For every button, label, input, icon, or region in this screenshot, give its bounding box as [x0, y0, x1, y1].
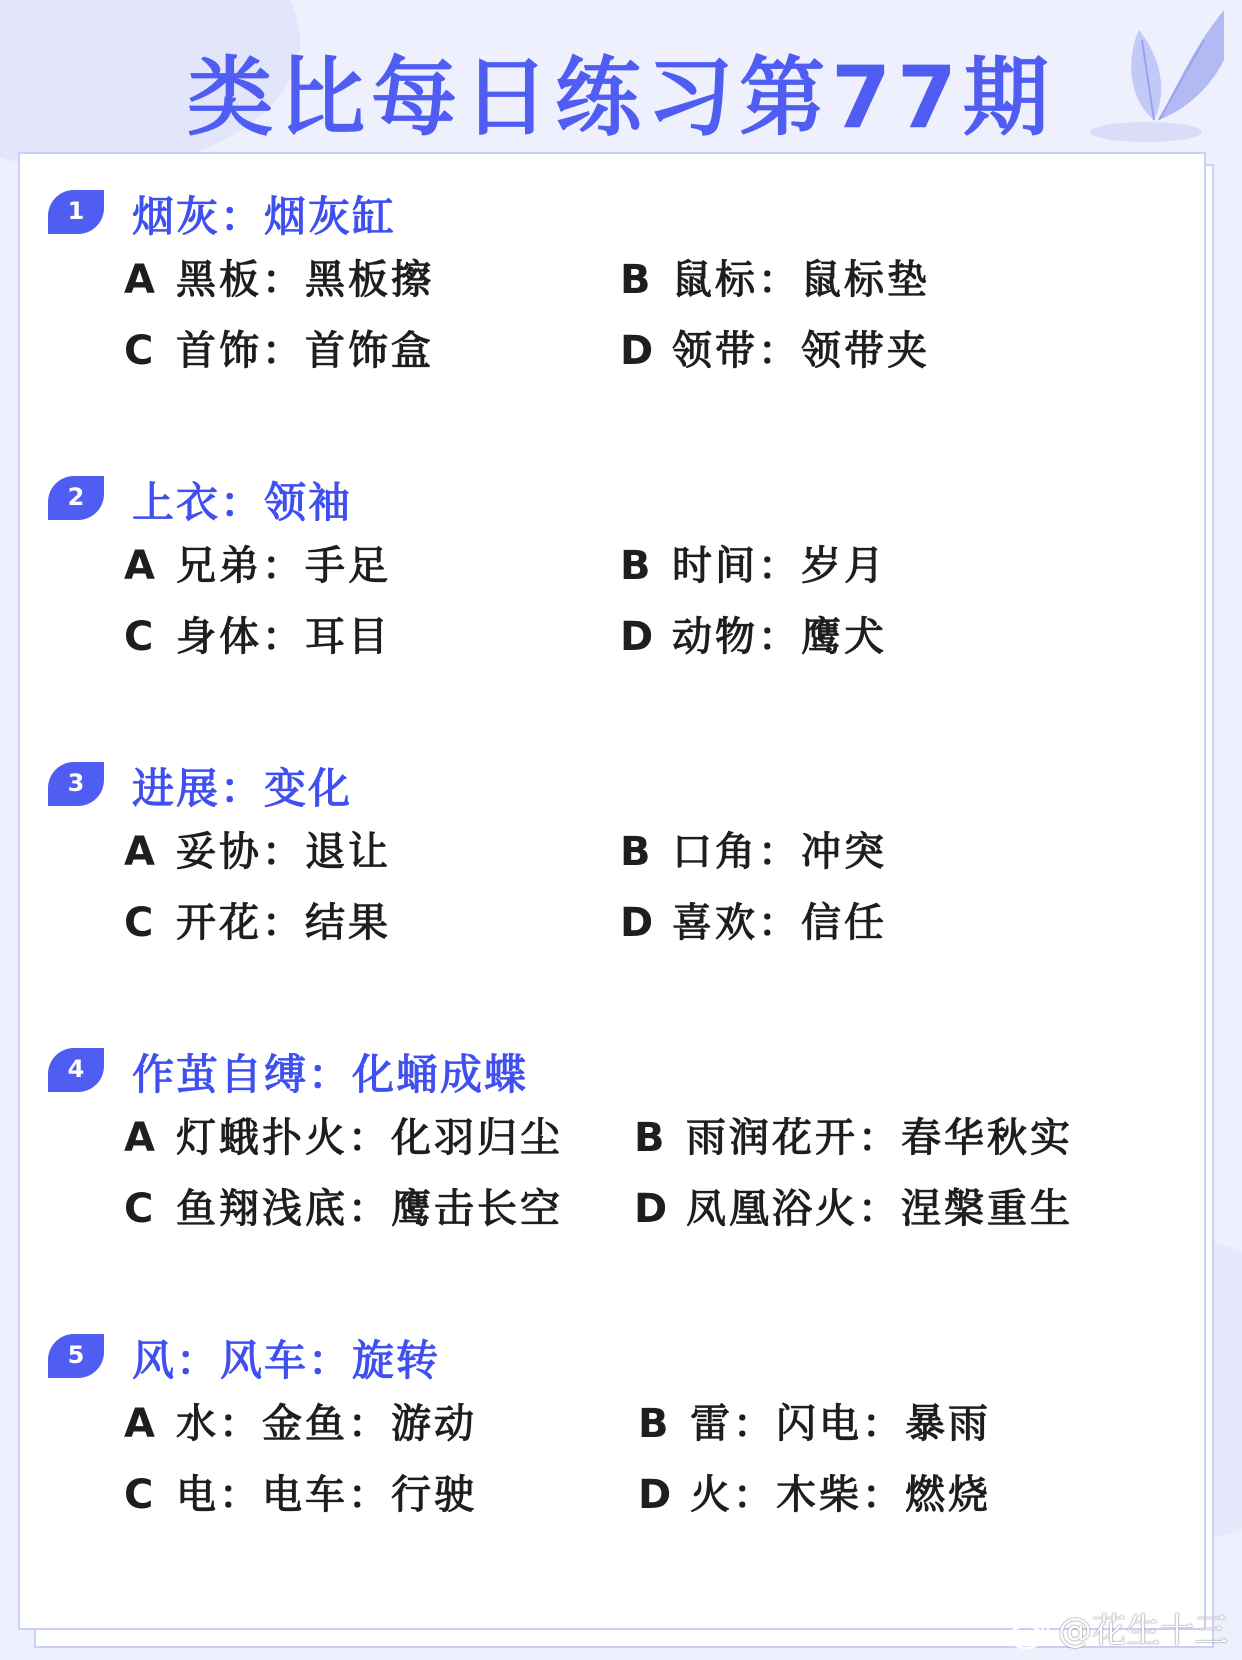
question-number-badge: 3 [48, 762, 104, 806]
leaf-decoration-icon [1084, 0, 1224, 150]
option-d: D 喜欢：信任 [620, 900, 887, 946]
option-a: A 灯蛾扑火：化羽归尘 [124, 1115, 563, 1161]
watermark [1008, 1603, 1228, 1652]
question-stem: 烟灰：烟灰缸 [132, 192, 397, 241]
question-card [18, 152, 1206, 1630]
option-a: A 妥协：退让 [124, 829, 391, 875]
page-title: 类比每日练习第77期 [187, 48, 1055, 148]
option-c: C 身体：耳目 [124, 614, 391, 660]
question-stem: 作茧自缚：化蛹成蝶 [132, 1050, 529, 1099]
question-number-badge: 4 [48, 1048, 104, 1092]
option-b: B 鼠标：鼠标垫 [620, 257, 930, 303]
option-c: C 开花：结果 [124, 900, 391, 946]
question-number-badge: 1 [48, 190, 104, 234]
option-b: B 雷：闪电：暴雨 [638, 1401, 991, 1447]
question-stem: 上衣：领袖 [132, 478, 353, 527]
weibo-logo-icon [1008, 1616, 1052, 1650]
question-stem: 进展：变化 [132, 764, 353, 813]
option-d: D 凤凰浴火：涅槃重生 [634, 1186, 1073, 1232]
option-a: A 黑板：黑板擦 [124, 257, 434, 303]
option-c: C 电：电车：行驶 [124, 1472, 477, 1518]
question-stem: 风：风车：旋转 [132, 1336, 441, 1385]
option-d: D 动物：鹰犬 [620, 614, 887, 660]
question-number-badge: 5 [48, 1334, 104, 1378]
option-d: D 火：木柴：燃烧 [638, 1472, 991, 1518]
option-c: C 鱼翔浅底：鹰击长空 [124, 1186, 563, 1232]
watermark-text: @花生十三 [1058, 1611, 1228, 1651]
option-b: B 雨润花开：春华秋实 [634, 1115, 1073, 1161]
option-b: B 口角：冲突 [620, 829, 887, 875]
question-number-badge: 2 [48, 476, 104, 520]
option-b: B 时间：岁月 [620, 543, 887, 589]
option-c: C 首饰：首饰盒 [124, 328, 434, 374]
option-a: A 兄弟：手足 [124, 543, 391, 589]
option-d: D 领带：领带夹 [620, 328, 930, 374]
option-a: A 水：金鱼：游动 [124, 1401, 477, 1447]
